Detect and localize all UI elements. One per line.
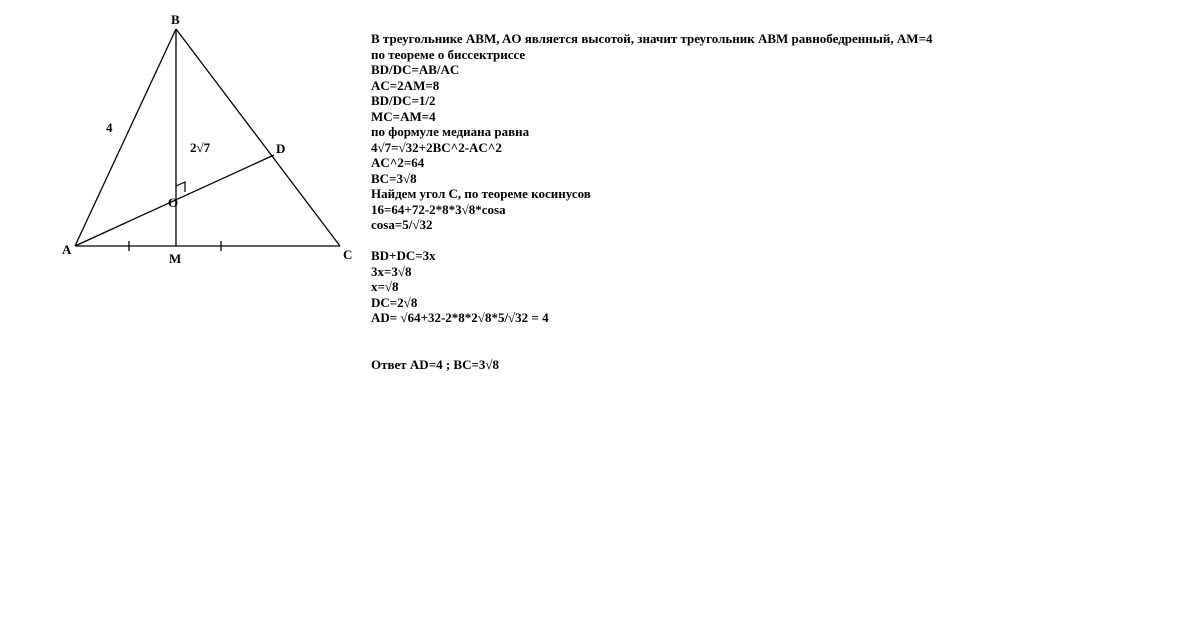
solution-line: по теореме о биссектриссе bbox=[371, 46, 526, 62]
solution-text bbox=[371, 31, 1171, 326]
solution-line: AC^2=64 bbox=[371, 155, 425, 170]
label-a: A bbox=[62, 242, 72, 257]
solution-line: Найдем угол С, по теореме косинусов bbox=[371, 186, 591, 201]
side-bc bbox=[176, 29, 340, 246]
solution-line: AC=2AM=8 bbox=[371, 77, 440, 93]
label-d: D bbox=[276, 141, 286, 156]
solution-line: BD/DC=AB/AC bbox=[371, 62, 460, 77]
solution-line: BD+DC=3x bbox=[371, 248, 436, 263]
right-angle-mark bbox=[176, 182, 185, 192]
triangle-figure bbox=[0, 0, 360, 280]
label-b: B bbox=[171, 12, 180, 27]
solution-line: 16=64+72-2*8*3√8*cosa bbox=[371, 201, 506, 217]
label-side-ab: 4 bbox=[106, 120, 113, 135]
solution-line: cosa=5/√32 bbox=[371, 217, 433, 232]
label-m: M bbox=[169, 251, 182, 266]
side-ab bbox=[75, 29, 179, 246]
solution-line bbox=[371, 233, 1171, 249]
answer-line: Ответ AD=4 ; BC=3√8 bbox=[371, 357, 500, 372]
solution-line: 3x=3√8 bbox=[371, 263, 412, 279]
label-seg-bo: 2√7 bbox=[190, 140, 211, 155]
solution-line: В треугольнике ABM, AO является высотой, значит треугольник ABM равнобедренный, AM=4 bbox=[371, 31, 933, 46]
solution-line: x=√8 bbox=[371, 279, 399, 294]
solution-line: DC=2√8 bbox=[371, 294, 418, 310]
solution-line: AD= √64+32-2*8*2√8*5/√32 = 4 bbox=[371, 310, 549, 325]
solution-line: BC=3√8 bbox=[371, 170, 417, 186]
solution-line: по формуле медиана равна bbox=[371, 124, 530, 139]
label-c: C bbox=[343, 247, 353, 262]
solution-line: BD/DC=1/2 bbox=[371, 93, 436, 108]
label-o: O bbox=[168, 195, 179, 210]
solution-line: 4√7=√32+2BC^2-AC^2 bbox=[371, 139, 502, 155]
solution-line: MC=AM=4 bbox=[371, 108, 436, 124]
